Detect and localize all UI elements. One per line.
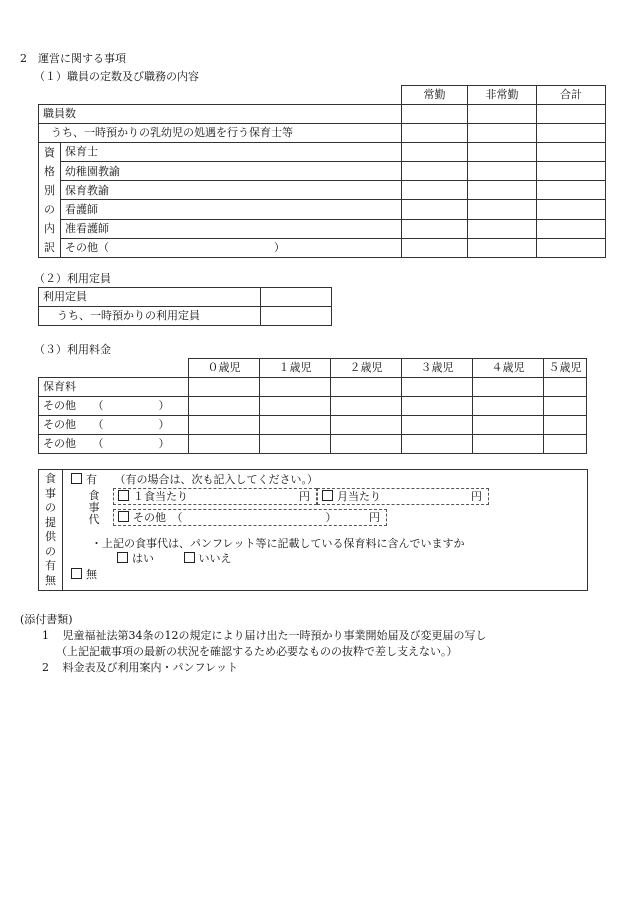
meal-fee-label-char: 食 [88, 489, 100, 502]
qualification-breakdown-label [39, 143, 61, 258]
cell-input[interactable] [468, 181, 537, 200]
cell-input[interactable] [473, 378, 544, 397]
other-fee-yen: 円 [369, 511, 380, 524]
cell-input[interactable] [261, 307, 332, 326]
answer-no-option[interactable] [184, 552, 232, 565]
meal-yes-note: （有の場合は、次も記入してください。） [114, 473, 318, 486]
cell-input[interactable] [473, 435, 544, 454]
meal-provision-label-char: の [45, 501, 56, 514]
cell-input[interactable] [468, 200, 537, 219]
row-fee-other-2: その他 （ ） [39, 416, 189, 435]
meal-provision-label [39, 470, 63, 590]
header-age-1: １歳児 [260, 359, 331, 378]
attachment-item-1-text: 児童福祉法第34条の12の規定により届け出た一時預かり事業開始届及び変更届の写し [62, 629, 487, 642]
header-age-0: ０歳児 [189, 359, 260, 378]
header-total: 合計 [537, 86, 606, 105]
per-meal-content [118, 490, 188, 503]
row-temp-staff: うち、一時預かりの乳幼児の処遇を行う保育士等 [39, 124, 402, 143]
section-title: 2 運営に関する事項 [20, 52, 126, 65]
meal-fee-label-char: 代 [88, 513, 100, 526]
qualification-label-char: 資 [44, 146, 55, 159]
meal-yes-option[interactable] [71, 473, 318, 486]
cell-input[interactable] [331, 397, 402, 416]
cell-input[interactable] [189, 397, 260, 416]
meal-provision-box [38, 469, 588, 591]
cell-input[interactable] [402, 124, 468, 143]
meal-fee-label-char: 事 [88, 501, 100, 514]
cell-input[interactable] [544, 435, 587, 454]
header-age-5: ５歳児 [544, 359, 587, 378]
cell-input[interactable] [189, 435, 260, 454]
cell-input[interactable] [402, 378, 473, 397]
answer-yes-option[interactable] [117, 552, 154, 565]
cell-input[interactable] [468, 105, 537, 124]
other-fee-content [118, 511, 337, 524]
cell-input[interactable] [537, 219, 606, 238]
header-age-3: ３歳児 [402, 359, 473, 378]
attachment-item-2 [42, 661, 238, 674]
meal-no-option[interactable] [71, 568, 97, 581]
subsection-staff-title: （１）職員の定数及び職務の内容 [34, 70, 199, 83]
meal-yes-checkbox[interactable] [71, 473, 82, 484]
cell-input[interactable] [544, 416, 587, 435]
meal-provision-label-char: 食 [45, 472, 56, 485]
cell-input[interactable] [260, 397, 331, 416]
cell-input[interactable] [537, 181, 606, 200]
cell-input[interactable] [261, 288, 332, 307]
cell-input[interactable] [468, 143, 537, 162]
per-month-content [322, 490, 381, 503]
cell-input[interactable] [544, 378, 587, 397]
cell-input[interactable] [537, 143, 606, 162]
qual-row-4: 准看護師 [61, 219, 402, 238]
cell-input[interactable] [537, 105, 606, 124]
row-staff-count: 職員数 [39, 105, 402, 124]
meal-answer-options [117, 552, 232, 565]
cell-input[interactable] [537, 162, 606, 181]
meal-provision-label-char: 事 [45, 486, 56, 500]
meal-provision-label-char: 供 [45, 530, 56, 543]
cell-input[interactable] [331, 416, 402, 435]
cell-input[interactable] [260, 435, 331, 454]
per-month-yen: 円 [471, 490, 482, 503]
cell-input[interactable] [537, 124, 606, 143]
qual-row-5: その他（ ） [61, 238, 402, 257]
meal-provision-label-char: 無 [45, 573, 56, 587]
cell-input[interactable] [537, 238, 606, 257]
cell-input[interactable] [468, 124, 537, 143]
cell-input[interactable] [402, 416, 473, 435]
per-meal-field[interactable] [113, 488, 317, 505]
meal-provision-label-char: の [45, 544, 56, 558]
other-fee-field[interactable] [113, 509, 387, 526]
cell-input[interactable] [260, 378, 331, 397]
cell-input[interactable] [402, 105, 468, 124]
meal-yes-label: 有 [86, 473, 97, 486]
answer-no-checkbox[interactable] [184, 552, 195, 563]
subsection-fees-title: （３）利用料金 [34, 343, 111, 356]
cell-input[interactable] [402, 162, 468, 181]
cell-input[interactable] [473, 397, 544, 416]
subsection-capacity-title: （２）利用定員 [34, 272, 111, 285]
cell-input[interactable] [402, 238, 468, 257]
meal-fee-label [87, 490, 101, 526]
other-fee-label: その他 （ ） [133, 511, 337, 524]
per-month-label: 月当たり [337, 490, 381, 503]
row-fee-other-3: その他 （ ） [39, 435, 189, 454]
staff-table [38, 85, 606, 258]
header-age-4: ４歳児 [473, 359, 544, 378]
cell-input[interactable] [189, 416, 260, 435]
cell-input[interactable] [402, 143, 468, 162]
answer-yes-label: はい [132, 552, 154, 565]
answer-no-label: いいえ [198, 552, 232, 565]
cell-input[interactable] [402, 219, 468, 238]
qual-row-2: 保育教諭 [61, 181, 402, 200]
header-parttime: 非常勤 [468, 86, 537, 105]
meal-no-checkbox[interactable] [71, 568, 82, 579]
cell-input[interactable] [402, 200, 468, 219]
meal-provision-label-char: 有 [45, 559, 56, 572]
per-month-field[interactable] [317, 488, 489, 505]
other-fee-checkbox[interactable] [118, 511, 129, 522]
cell-input[interactable] [468, 162, 537, 181]
attachment-item-2-text: 料金表及び利用案内・パンフレット [62, 661, 238, 674]
attachment-item-2-number: 2 [42, 661, 49, 674]
qual-row-3: 看護師 [61, 200, 402, 219]
cell-input[interactable] [468, 219, 537, 238]
qualification-label-char: 別 [44, 184, 55, 197]
row-fee-childcare: 保育料 [39, 378, 189, 397]
cell-input[interactable] [402, 435, 473, 454]
qualification-label-char: 訳 [44, 241, 55, 254]
fees-table [38, 358, 587, 454]
attachment-item-1-note: （上記記載事項の最新の状況を確認するため必要なものの抜粋で差し支えない。） [56, 645, 458, 658]
cell-input[interactable] [260, 416, 331, 435]
cell-input[interactable] [402, 397, 473, 416]
qual-row-1: 幼稚園教諭 [61, 162, 402, 181]
cell-input[interactable] [537, 200, 606, 219]
cell-input[interactable] [544, 397, 587, 416]
cell-input[interactable] [468, 238, 537, 257]
meal-included-question: ・上記の食事代は、パンフレット等に記載している保育料に含んでいますか [91, 537, 465, 550]
cell-input[interactable] [331, 435, 402, 454]
cell-input[interactable] [189, 378, 260, 397]
qualification-label-char: 格 [44, 165, 55, 178]
answer-yes-checkbox[interactable] [117, 552, 128, 563]
per-month-checkbox[interactable] [322, 490, 333, 501]
cell-input[interactable] [473, 416, 544, 435]
qualification-label-char: 内 [44, 222, 55, 235]
per-meal-checkbox[interactable] [118, 490, 129, 501]
capacity-table [38, 287, 332, 326]
attachments-title: (添付書類) [20, 613, 73, 626]
row-temp-capacity: うち、一時預かりの利用定員 [39, 307, 261, 326]
cell-input[interactable] [402, 181, 468, 200]
cell-input[interactable] [331, 378, 402, 397]
per-meal-label: １食当たり [133, 490, 188, 503]
meal-provision-label-char: 提 [45, 515, 56, 529]
attachment-item-1-number: 1 [42, 629, 49, 642]
per-meal-yen: 円 [299, 490, 310, 503]
attachment-item-1 [42, 629, 487, 642]
row-fee-other-1: その他 （ ） [39, 397, 189, 416]
header-fulltime: 常勤 [402, 86, 468, 105]
header-age-2: ２歳児 [331, 359, 402, 378]
meal-no-label: 無 [86, 568, 97, 581]
qual-row-0: 保育士 [61, 143, 402, 162]
row-capacity: 利用定員 [39, 288, 261, 307]
qualification-label-char: の [44, 203, 55, 216]
